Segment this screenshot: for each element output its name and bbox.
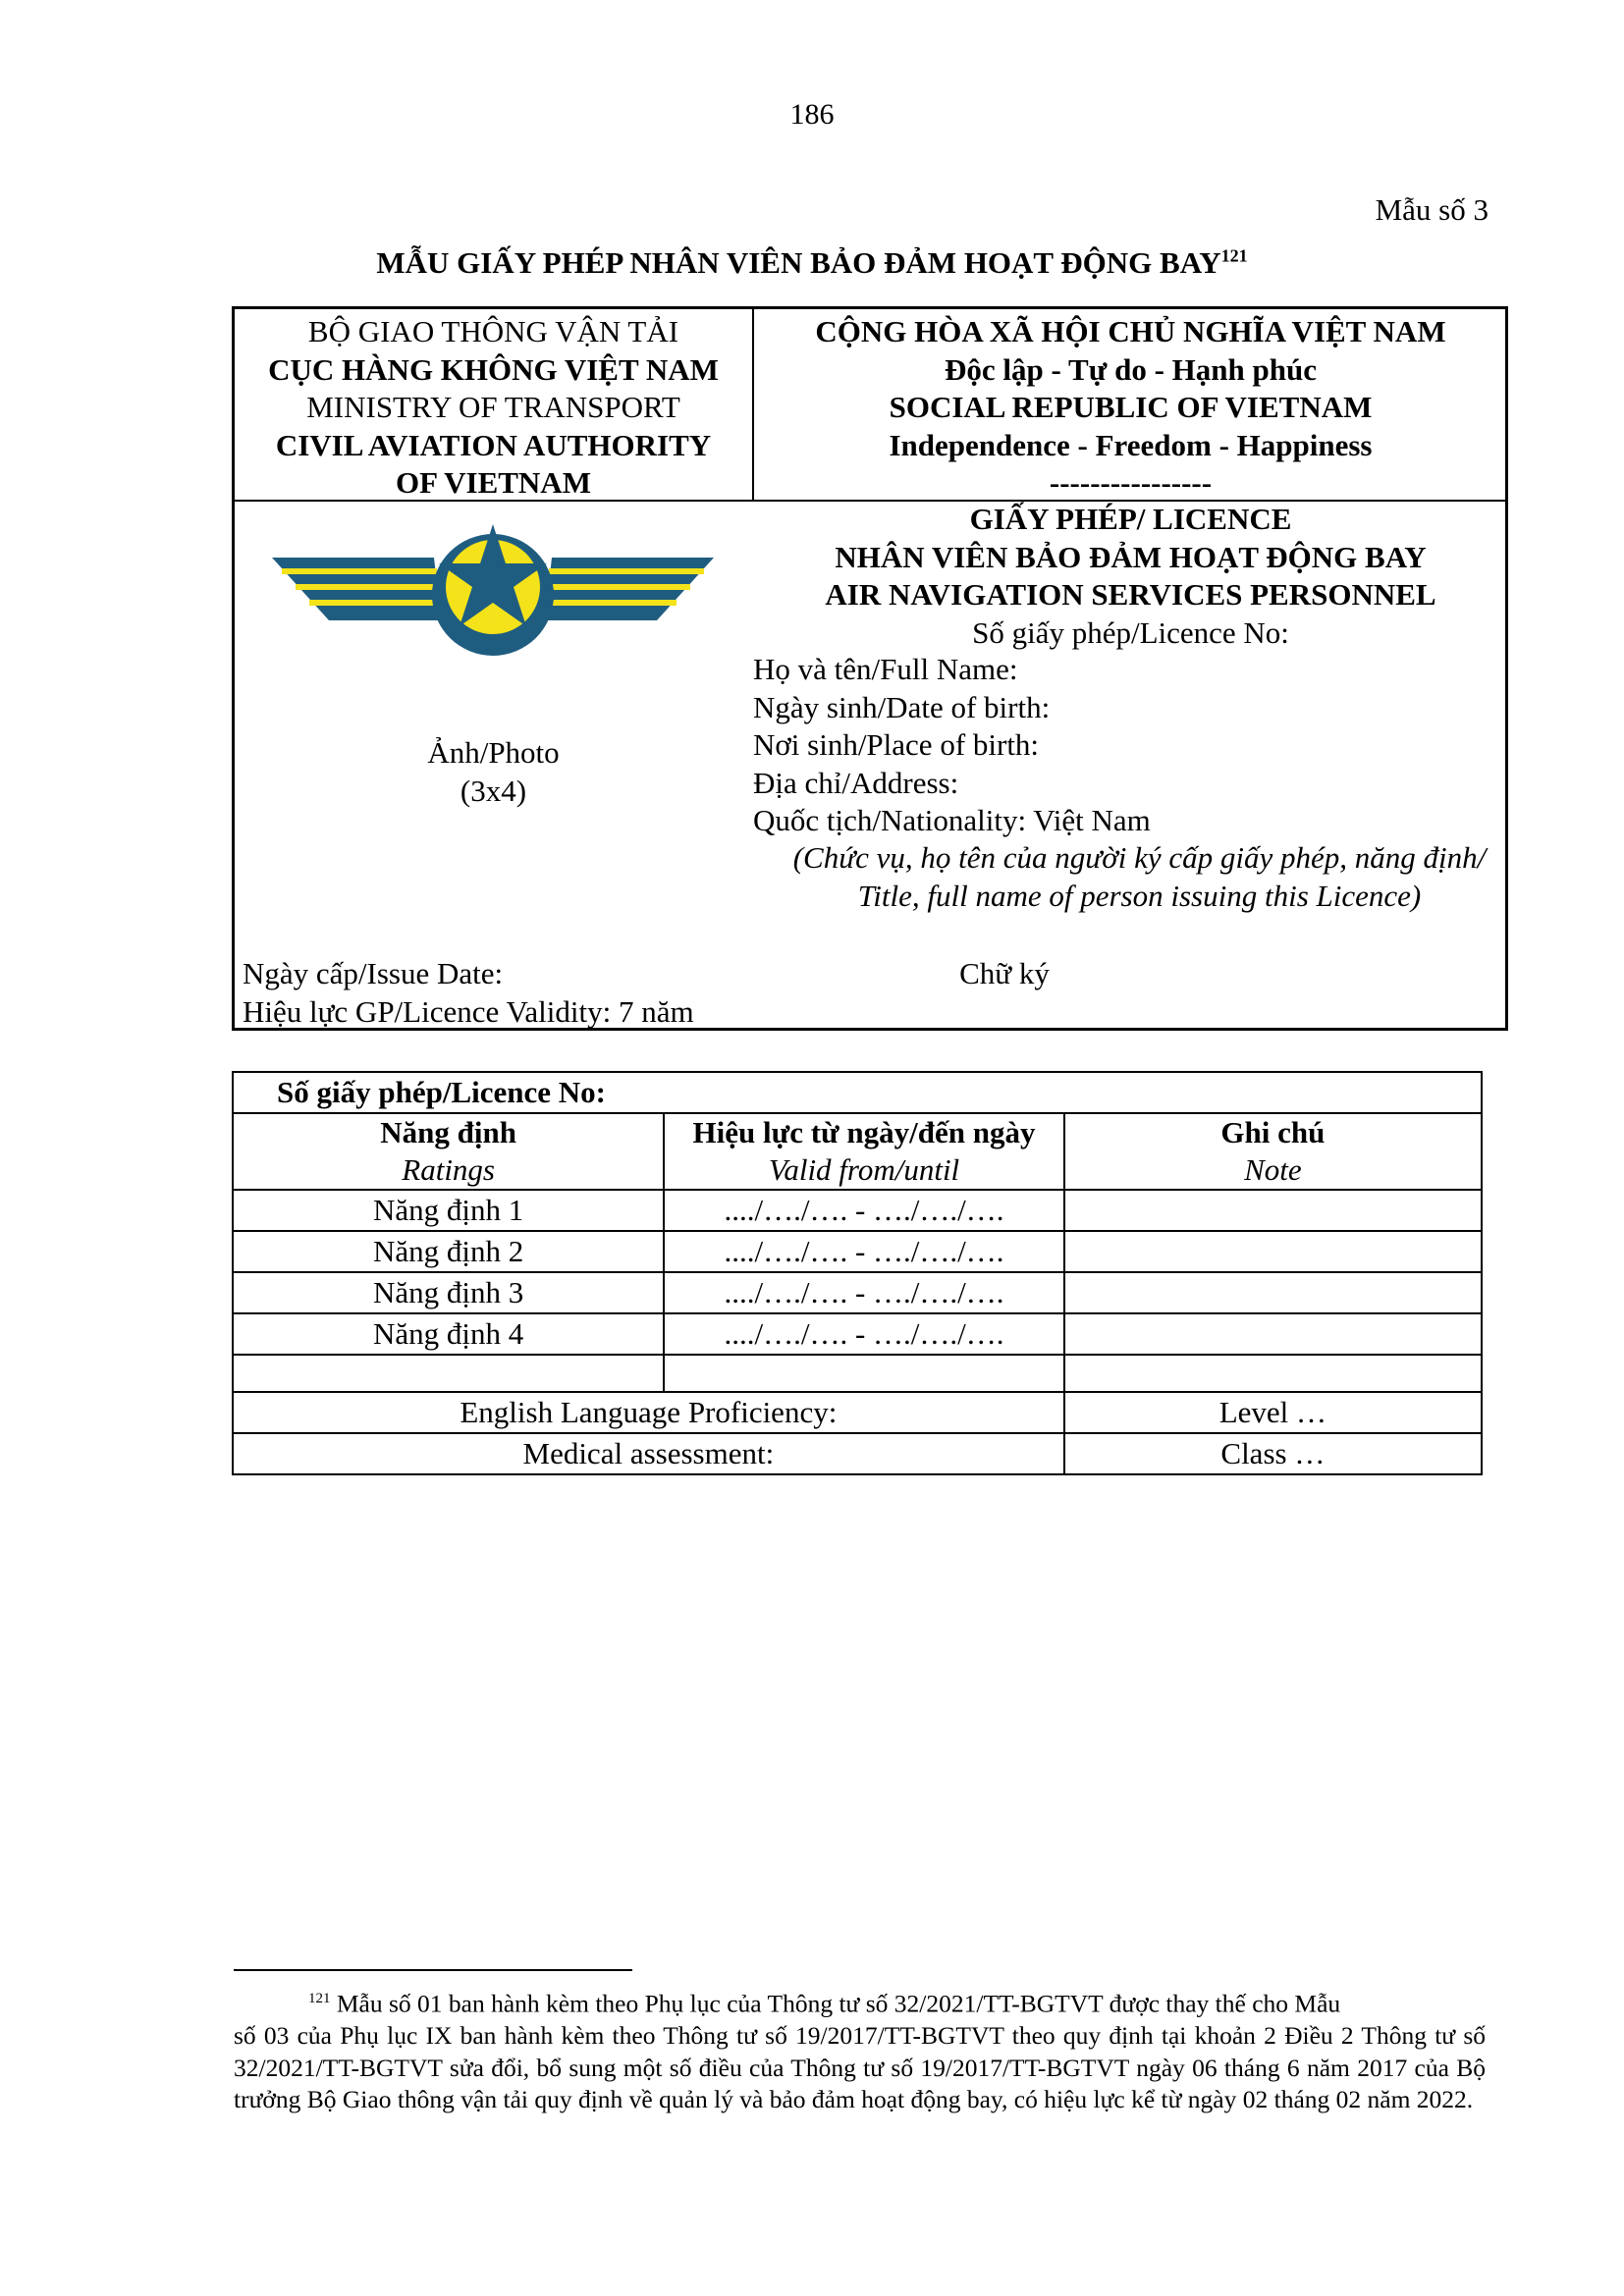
footnote-separator [234, 1969, 632, 1971]
issue-date-label: Ngày cấp/Issue Date: [243, 956, 504, 990]
authority-name-vi: CỤC HÀNG KHÔNG VIỆT NAM [268, 351, 719, 387]
ratings-table [232, 1071, 1483, 1475]
table-row [233, 1231, 1482, 1272]
valid-range-cell: ..../…./…. - …./…./…. [664, 1231, 1063, 1272]
licence-number-label: Số giấy phép/Licence No: [972, 614, 1289, 650]
licence-card [232, 306, 1508, 1031]
authority-name-en-line2: OF VIETNAM [396, 465, 591, 500]
authority-header [235, 313, 752, 503]
valid-range-cell: ..../…./…. - …./…./…. [664, 1313, 1063, 1355]
licence-heading: GIẤY PHÉP/ LICENCE [969, 502, 1292, 536]
rating-cell: Năng định 1 [233, 1190, 664, 1231]
medical-assessment-row [233, 1433, 1482, 1474]
place-of-birth-field: Nơi sinh/Place of birth: [753, 727, 1040, 762]
photo-placeholder [235, 733, 752, 810]
national-header [754, 313, 1507, 503]
footnote [234, 1983, 1486, 2116]
blank-cell [233, 1355, 664, 1392]
document-title [0, 245, 1624, 281]
footnote-first-line [234, 1983, 1486, 2020]
ratings-licence-number-label: Số giấy phép/Licence No: [233, 1072, 1482, 1113]
ministry-name-en: MINISTRY OF TRANSPORT [306, 390, 680, 424]
validity-header-cell [664, 1113, 1063, 1190]
note-header-vi: Ghi chú [1220, 1115, 1326, 1149]
valid-range-cell: ..../…./…. - …./…./…. [664, 1190, 1063, 1231]
form-number: Mẫu số 3 [1375, 192, 1489, 227]
note-cell [1064, 1190, 1482, 1231]
english-proficiency-label: English Language Proficiency: [233, 1392, 1064, 1433]
nationality-field: Quốc tịch/Nationality: Việt Nam [753, 803, 1151, 837]
issuer-note-en: Title, full name of person issuing this Licence) [857, 878, 1422, 913]
caav-logo-icon [272, 510, 714, 658]
rating-cell: Năng định 2 [233, 1231, 664, 1272]
blank-cell [664, 1355, 1063, 1392]
licence-validity-label: Hiệu lực GP/Licence Validity: 7 năm [243, 994, 694, 1029]
medical-assessment-label: Medical assessment: [233, 1433, 1064, 1474]
header-dash-separator: ---------------- [1049, 465, 1213, 500]
note-header-cell [1064, 1113, 1482, 1190]
personnel-title-en: AIR NAVIGATION SERVICES PERSONNEL [825, 577, 1436, 612]
title-footnote-ref: 121 [1220, 245, 1248, 266]
english-proficiency-row [233, 1392, 1482, 1433]
ministry-name-vi: BỘ GIAO THÔNG VẬN TẢI [307, 314, 679, 348]
date-of-birth-field: Ngày sinh/Date of birth: [753, 689, 1051, 724]
address-field: Địa chỉ/Address: [753, 765, 959, 800]
note-cell [1064, 1313, 1482, 1355]
republic-name-en: SOCIAL REPUBLIC OF VIETNAM [889, 390, 1373, 424]
signature-label: Chữ ký [959, 956, 1050, 990]
rating-cell: Năng định 4 [233, 1313, 664, 1355]
ratings-header-cell [233, 1113, 664, 1190]
validity-header-en: Valid from/until [768, 1152, 960, 1187]
valid-range-cell: ..../…./…. - …./…./…. [664, 1272, 1063, 1313]
issue-info [243, 954, 694, 1031]
english-level-value: Level … [1064, 1392, 1482, 1433]
note-header-en: Note [1244, 1152, 1302, 1187]
footnote-first-line-text: Mẫu số 01 ban hành kèm theo Phụ lục của Thông tư số 32/2021/TT-BGTVT được thay thế cho Mẫu [336, 1989, 1341, 2018]
motto-en: Independence - Freedom - Happiness [889, 427, 1373, 462]
blank-row [233, 1355, 1482, 1392]
footnote-ref: 121 [308, 1991, 331, 2006]
holder-fields [753, 651, 1519, 840]
rating-cell: Năng định 3 [233, 1272, 664, 1313]
table-header-row [233, 1113, 1482, 1190]
table-row [233, 1190, 1482, 1231]
issuer-note-vi: (Chức vụ, họ tên của người ký cấp giấy phép, năng định/ [792, 840, 1487, 875]
blank-cell [1064, 1355, 1482, 1392]
document-title-text: MẪU GIẤY PHÉP NHÂN VIÊN BẢO ĐẢM HOẠT ĐỘNG BAY [376, 245, 1221, 280]
motto-vi: Độc lập - Tự do - Hạnh phúc [945, 351, 1317, 387]
ratings-header-vi: Năng định [380, 1115, 516, 1149]
note-cell [1064, 1231, 1482, 1272]
ratings-header-en: Ratings [402, 1152, 495, 1187]
page-number: 186 [789, 98, 835, 131]
medical-class-value: Class … [1064, 1433, 1482, 1474]
photo-label: Ảnh/Photo [427, 735, 560, 770]
issuer-note [754, 839, 1525, 915]
photo-size: (3x4) [460, 774, 527, 808]
authority-name-en-line1: CIVIL AVIATION AUTHORITY [275, 427, 712, 462]
full-name-field: Họ và tên/Full Name: [753, 652, 1018, 686]
footnote-body: số 03 của Phụ lục IX ban hành kèm theo Thông tư số 19/2017/TT-BGTVT theo quy định tại khoản 2 Điều 2 Thông tư số 32/2021/TT-BGTVT sửa đổi, bổ sung một số điều của Thông tư số 19/2017/TT-BGTVT ngày 06 tháng 6 năm 2017 của Bộ trưởng Bộ Giao thông vận tải quy định về quản lý và bảo đảm hoạt động bay, có hiệu lực kể từ ngày 02 tháng 02 năm 2022. [234, 2021, 1486, 2113]
note-cell [1064, 1272, 1482, 1313]
table-row [233, 1272, 1482, 1313]
republic-name-vi: CỘNG HÒA XÃ HỘI CHỦ NGHĨA VIỆT NAM [815, 314, 1446, 348]
personnel-title-vi: NHÂN VIÊN BẢO ĐẢM HOẠT ĐỘNG BAY [835, 539, 1427, 574]
logo-text: CAAV [476, 618, 510, 631]
licence-title [754, 501, 1507, 652]
table-row [233, 1313, 1482, 1355]
validity-header-vi: Hiệu lực từ ngày/đến ngày [692, 1115, 1036, 1149]
